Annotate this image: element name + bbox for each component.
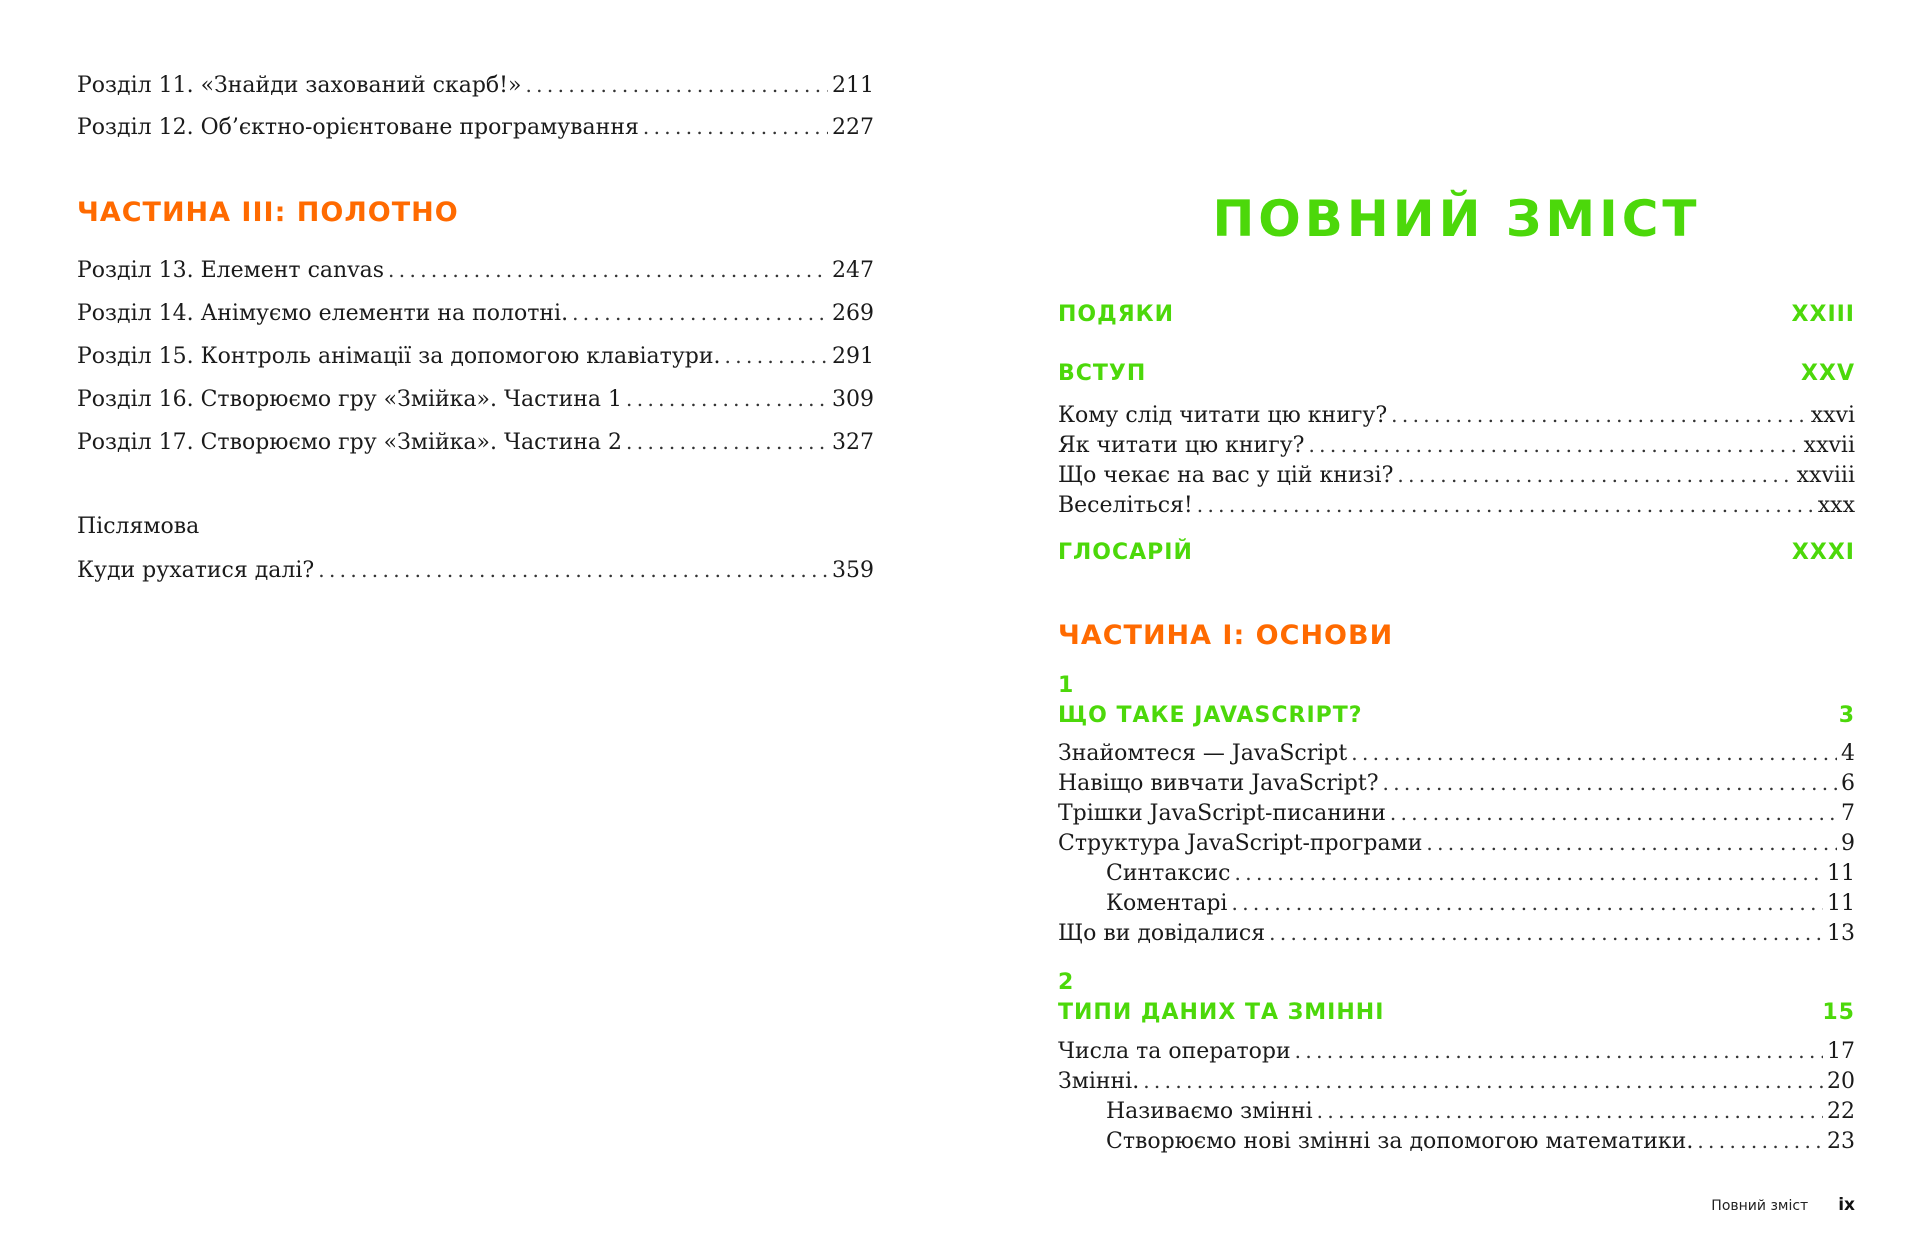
toc-entry-page: xxviii (1796, 463, 1855, 488)
toc-entry-page: xxvii (1803, 433, 1855, 458)
toc-leader-dots (1426, 828, 1837, 858)
toc-leader-dots (1269, 918, 1823, 948)
toc-entry-label: Як читати цю книгу? (1058, 433, 1305, 458)
toc-entry-chapter-13 (77, 255, 874, 286)
toc-leader-dots (725, 341, 828, 371)
toc-entry-label: Що ви довідалися (1058, 921, 1266, 946)
toc-entry-chapter-12 (77, 112, 874, 143)
toc-entry (1058, 430, 1855, 461)
toc-section-acknowledgements (1058, 302, 1855, 327)
toc-entry-chapter-17 (77, 427, 874, 458)
toc-entry-label: Знайомтеся — JavaScript (1058, 741, 1348, 766)
toc-entry-page: 291 (832, 344, 874, 369)
toc-chapter-1 (1058, 703, 1855, 728)
toc-entry-page: 211 (832, 73, 874, 98)
toc-leader-dots (572, 298, 828, 328)
toc-entry-page: 11 (1827, 891, 1855, 916)
toc-leader-dots (1397, 460, 1792, 490)
toc-entry-label: Навіщо вивчати JavaScript? (1058, 771, 1379, 796)
toc-subentry (1106, 1096, 1855, 1127)
right-page (1058, 0, 1855, 1251)
toc-entry-chapter-16 (77, 384, 874, 415)
toc-entry (1058, 490, 1855, 521)
toc-entry (1058, 1066, 1855, 1097)
toc-leader-dots (1308, 430, 1799, 460)
toc-leader-dots (1382, 768, 1837, 798)
toc-entry-label: Структура JavaScript-програми (1058, 831, 1423, 856)
toc-leader-dots (525, 70, 828, 100)
toc-entry-label: Розділ 17. Створюємо гру «Змійка». Частина 2 (77, 430, 623, 455)
toc-entry-page: 309 (832, 387, 874, 412)
toc-leader-dots (1231, 888, 1823, 918)
toc-entry-page: 9 (1841, 831, 1855, 856)
toc-leader-dots (1143, 1066, 1823, 1096)
toc-subentry (1106, 1126, 1855, 1157)
toc-entry-label: Що чекає на вас у цій книзі? (1058, 463, 1394, 488)
toc-entry-page: 227 (832, 115, 874, 140)
toc-entry-afterword (77, 555, 874, 586)
toc-entry-chapter-11 (77, 70, 874, 101)
toc-entry-chapter-14 (77, 298, 874, 329)
section-page: XXIII (1791, 302, 1855, 327)
toc-entry (1058, 460, 1855, 491)
toc-entry-label: Трішки JavaScript-писанини (1058, 801, 1386, 826)
toc-entry (1058, 1036, 1855, 1067)
toc-leader-dots (1391, 400, 1807, 430)
page-footer (1711, 1195, 1855, 1215)
toc-leader-dots (1317, 1096, 1823, 1126)
toc-entry-label: Називаємо змінні (1106, 1099, 1313, 1124)
toc-subentry (1106, 888, 1855, 919)
toc-entry (1058, 798, 1855, 829)
toc-leader-dots (626, 427, 828, 457)
toc-entry (1058, 828, 1855, 859)
page-title: ПОВНИЙ ЗМІСТ (1212, 190, 1701, 248)
toc-entry-page: 327 (832, 430, 874, 455)
toc-entry-page: 20 (1827, 1069, 1855, 1094)
toc-entry (1058, 768, 1855, 799)
chapter-title: ЩО ТАКЕ JAVASCRIPT? (1058, 703, 1363, 728)
toc-entry (1058, 400, 1855, 431)
section-label: ВСТУП (1058, 361, 1147, 386)
toc-leader-dots (626, 384, 828, 414)
toc-entry-label: Веселіться! (1058, 493, 1193, 518)
toc-entry-page: 4 (1841, 741, 1855, 766)
toc-entry-label: Розділ 15. Контроль анімації за допомогою клавіатури. (77, 344, 721, 369)
chapter-1-number: 1 (1058, 673, 1074, 698)
toc-entry-label: Розділ 14. Анімуємо елементи на полотні. (77, 301, 569, 326)
toc-entry-label: Куди рухатися далі? (77, 558, 315, 583)
toc-entry-page: 17 (1827, 1039, 1855, 1064)
toc-entry-label: Числа та оператори (1058, 1039, 1291, 1064)
section-page: XXV (1801, 361, 1855, 386)
toc-entry-page: 11 (1827, 861, 1855, 886)
toc-entry-label: Створюємо нові змінні за допомогою математики. (1106, 1129, 1694, 1154)
toc-entry-chapter-15 (77, 341, 874, 372)
toc-leader-dots (1390, 798, 1837, 828)
toc-entry-page: 6 (1841, 771, 1855, 796)
chapter-2-number: 2 (1058, 970, 1074, 995)
toc-entry-label: Синтаксис (1106, 861, 1231, 886)
toc-entry-label: Розділ 13. Елемент canvas (77, 258, 385, 283)
toc-subentry (1106, 858, 1855, 889)
part-3-heading: ЧАСТИНА III: ПОЛОТНО (77, 197, 459, 228)
toc-entry-label: Кому слід читати цю книгу? (1058, 403, 1388, 428)
toc-entry-page: 7 (1841, 801, 1855, 826)
toc-leader-dots (1351, 738, 1837, 768)
toc-entry-page: 269 (832, 301, 874, 326)
toc-leader-dots (388, 255, 828, 285)
toc-leader-dots (1235, 858, 1823, 888)
toc-entry-page: 247 (832, 258, 874, 283)
section-label: ГЛОСАРІЙ (1058, 540, 1193, 565)
toc-entry (1058, 918, 1855, 949)
toc-entry-label: Розділ 12. Об’єктно-орієнтоване програмування (77, 115, 639, 140)
toc-entry-label: Розділ 11. «Знайди захований скарб!» (77, 73, 522, 98)
toc-entry-page: 359 (832, 558, 874, 583)
left-page (77, 0, 874, 1251)
afterword-label: Післямова (77, 514, 200, 539)
toc-entry-page: xxvi (1810, 403, 1855, 428)
toc-entry-page: 13 (1827, 921, 1855, 946)
toc-entry-page: 22 (1827, 1099, 1855, 1124)
toc-section-glossary (1058, 540, 1855, 565)
part-1-heading: ЧАСТИНА I: ОСНОВИ (1058, 620, 1394, 651)
footer-title: Повний зміст (1711, 1198, 1809, 1214)
chapter-page: 3 (1838, 703, 1855, 728)
toc-entry-page: xxx (1817, 493, 1855, 518)
toc-entry-label: Розділ 16. Створюємо гру «Змійка». Частина 1 (77, 387, 623, 412)
toc-entry-label: Змінні. (1058, 1069, 1140, 1094)
toc-entry (1058, 738, 1855, 769)
section-page: XXXI (1791, 540, 1855, 565)
chapter-title: ТИПИ ДАНИХ ТА ЗМІННІ (1058, 1000, 1385, 1025)
toc-entry-page: 23 (1827, 1129, 1855, 1154)
toc-leader-dots (318, 555, 828, 585)
toc-leader-dots (1295, 1036, 1823, 1066)
toc-leader-dots (643, 112, 828, 142)
page-number: ix (1838, 1195, 1855, 1215)
section-label: ПОДЯКИ (1058, 302, 1175, 327)
chapter-page: 15 (1822, 1000, 1855, 1025)
toc-section-intro (1058, 361, 1855, 386)
toc-leader-dots (1197, 490, 1814, 520)
toc-leader-dots (1697, 1126, 1823, 1156)
toc-chapter-2 (1058, 1000, 1855, 1025)
toc-entry-label: Коментарі (1106, 891, 1228, 916)
